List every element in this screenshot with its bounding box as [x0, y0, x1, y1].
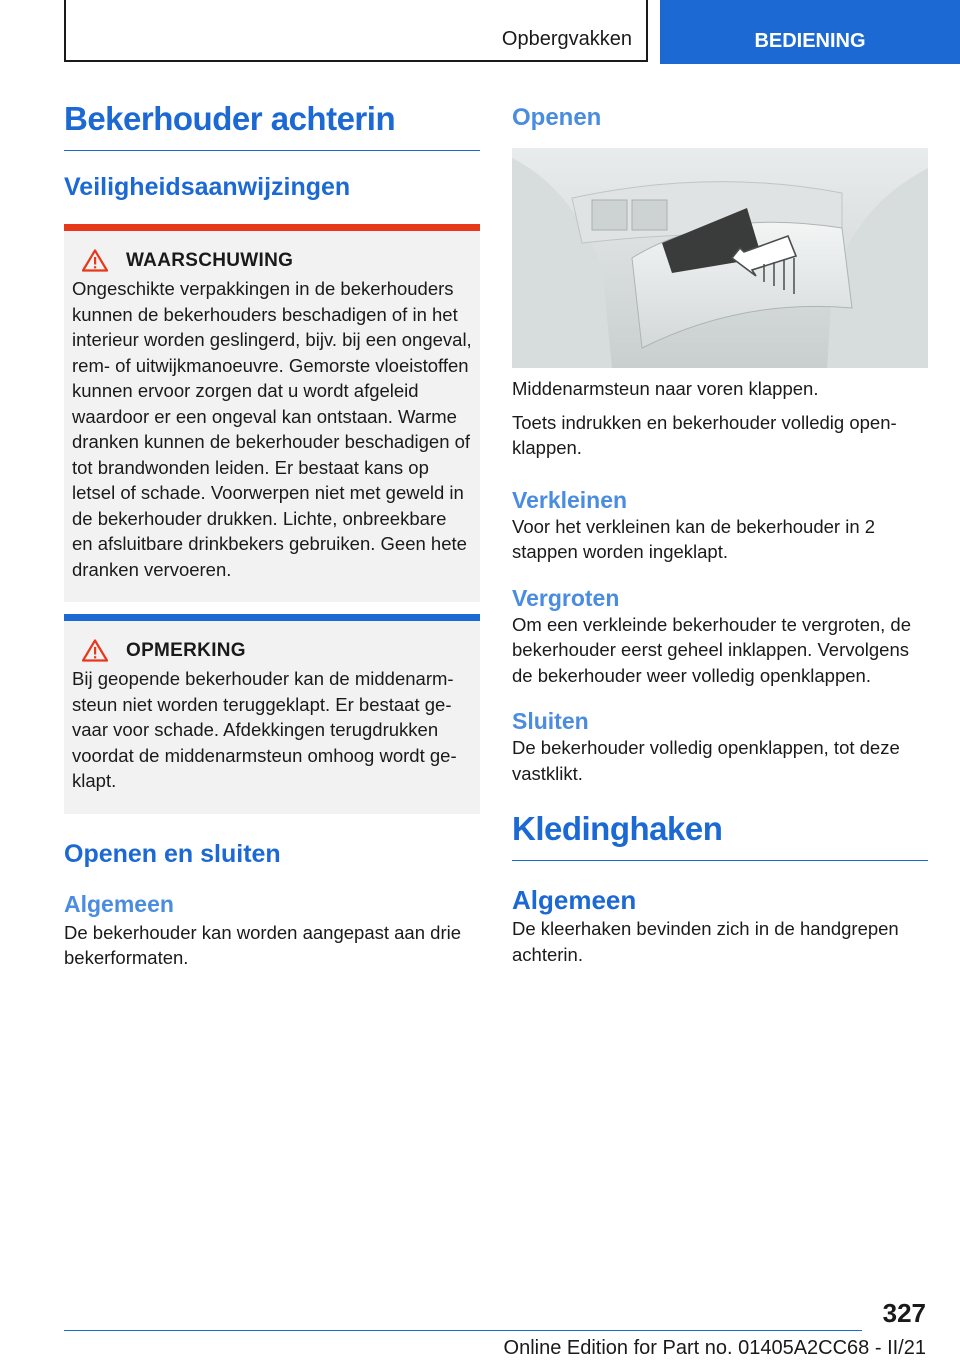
notice-box — [64, 614, 480, 814]
shrink-heading: Verkleinen — [512, 486, 628, 513]
header-section-title: Opbergvakken — [501, 28, 632, 50]
warning-triangle-icon — [82, 249, 108, 272]
warning-label: WAARSCHUWING — [126, 249, 294, 271]
enlarge-text: Om een verkleinde bekerhouder te vergroten, de bekerhouder eerst geheel inklappen. Vervolgens de bekerhouder weer volledig openklappen. — [512, 613, 912, 686]
armrest-cupholder-photo — [512, 148, 928, 368]
close-heading: Sluiten — [512, 708, 589, 734]
open-step-2: Toets indrukken en bekerhouder volledig openklappen. — [512, 411, 897, 458]
open-close-heading: Openen en sluiten — [64, 839, 281, 868]
page-number: 327 — [882, 1298, 926, 1328]
notice-text: Bij geopende bekerhouder kan de middenarmsteun niet worden teruggeklapt. Er bestaat gevaar voor schade. Afdekkingen terugdrukken voordat de middenarmsteun omhoog wordt geklapt. — [72, 668, 457, 791]
general-text: De bekerhouder kan worden aangepast aan drie bekerformaten. — [64, 921, 462, 968]
warning-header — [72, 249, 472, 272]
general-heading: Algemeen — [64, 890, 174, 917]
hooks-general-heading: Algemeen — [512, 885, 637, 915]
enlarge-heading: Vergroten — [512, 584, 620, 611]
close-text: De bekerhouder volledig openklappen, tot deze vastklikt. — [512, 737, 900, 784]
warning-triangle-icon — [82, 639, 108, 662]
open-heading: Openen — [512, 104, 602, 131]
right-column — [512, 100, 928, 967]
safety-heading: Veiligheidsaanwijzingen — [64, 173, 351, 201]
open-step-1: Middenarmsteun naar voren klappen. — [512, 378, 819, 399]
header-chapter-tab: BEDIENING — [660, 0, 960, 64]
notice-label: OPMERKING — [126, 639, 246, 661]
footer-edition: Online Edition for Part no. 01405A2CC68 - II/21 — [503, 1337, 926, 1359]
warning-text: Ongeschikte verpakkingen in de bekerhouders kunnen de bekerhouders beschadigen of in het interieur worden geslingerd, bijv. bij een ongeval, rem- of uitwijkmanoeuvre. Gemorste vloeistoffen kunnen ervoor zorgen dat u wordt afgeleid waardoor er een ongeval kan ontstaan. Warme dranken kunnen de bekerhouder beschadigen of tot brandwonden leiden. Er bestaat kans op letsel of schade. Voorwerpen niet met geweld in de bekerhouder drukken. Lichte, onbreekbare en afsluitbare drinkbekers gebruiken. Geen hete dranken vervoeren. — [72, 278, 472, 580]
notice-header — [72, 639, 472, 662]
hooks-text: De kleerhaken bevinden zich in de handgrepen achterin. — [512, 918, 899, 965]
header-frame — [64, 0, 648, 62]
page-title: Bekerhouder achterin — [64, 100, 480, 151]
shrink-text: Voor het verkleinen kan de bekerhouder in 2 stappen worden ingeklapt. — [512, 515, 876, 562]
footer-rule — [64, 1330, 862, 1331]
hooks-title: Kledinghaken — [512, 810, 928, 861]
warning-box — [64, 224, 480, 602]
left-column — [64, 100, 480, 971]
